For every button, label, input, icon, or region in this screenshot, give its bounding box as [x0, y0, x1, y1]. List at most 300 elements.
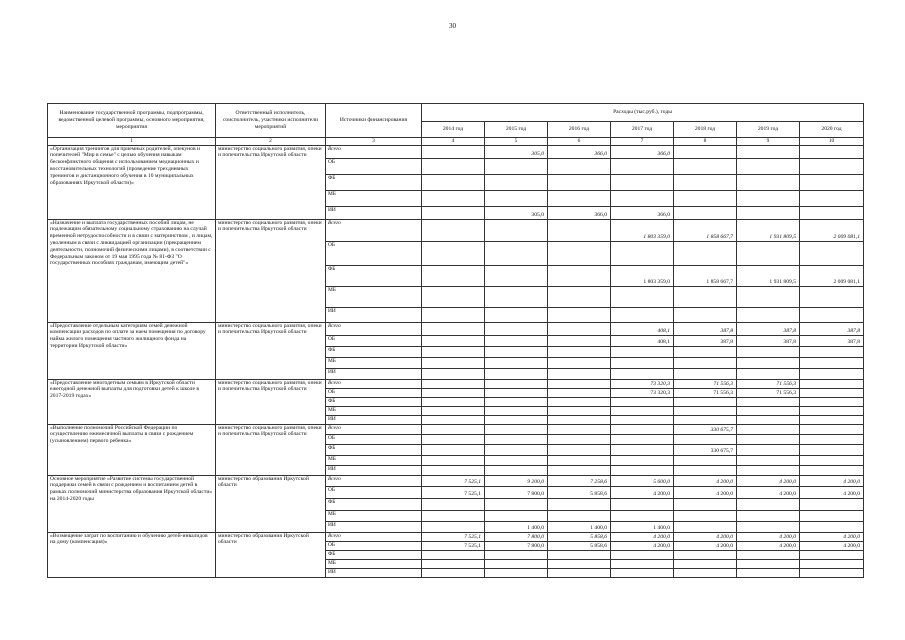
amount-cell: 1 858 667,7 — [674, 219, 737, 241]
amount-cell — [737, 346, 800, 357]
amount-cell — [548, 444, 611, 455]
amount-cell — [737, 444, 800, 455]
amount-cell — [485, 510, 548, 521]
program-name-cell: «Предоставление отдельным категориям семей денежной компенсации расходов по оплате за наем помещения по договору найма жилого помещения частного жилищного фонда на территории Иркутской области» — [48, 322, 216, 379]
amount-cell — [611, 465, 674, 475]
amount-cell: 4 200,0 — [737, 475, 800, 486]
amount-cell — [674, 498, 737, 510]
amount-cell — [548, 559, 611, 568]
amount-cell — [548, 424, 611, 434]
page-number: 30 — [449, 22, 456, 30]
amount-cell: 387,8 — [737, 335, 800, 346]
column-number-row — [48, 138, 864, 146]
amount-cell: 1 400,0 — [548, 521, 611, 532]
amount-cell: 4 200,0 — [674, 532, 737, 541]
col-number: 3 — [326, 138, 422, 146]
executor-cell: министерство социального развития, опеки и попечительства Иркутской области — [216, 219, 326, 322]
amount-cell — [422, 174, 485, 190]
amount-cell — [800, 190, 864, 206]
col-number: 8 — [674, 138, 737, 146]
amount-cell — [422, 415, 485, 424]
amount-cell — [737, 415, 800, 424]
program-name-cell: «Выполнение полномочий Российской Федерации по осуществлению ежемесячной выплаты в связи с рождением (усыновлением) первого ребенка» — [48, 424, 216, 475]
funding-source-cell: МБ — [326, 510, 422, 521]
funding-source-cell: МБ — [326, 559, 422, 568]
funding-source-cell: ОБ — [326, 335, 422, 346]
amount-cell — [422, 265, 485, 286]
amount-cell — [800, 241, 864, 265]
amount-cell: 7 525,1 — [422, 475, 485, 486]
amount-cell — [485, 346, 548, 357]
funding-source-cell: ИИ — [326, 368, 422, 379]
col-number: 2 — [216, 138, 326, 146]
amount-cell — [548, 415, 611, 424]
amount-cell — [674, 357, 737, 368]
amount-cell: 4 200,0 — [800, 532, 864, 541]
program-name-cell: «Предоставление многодетным семьям в Иркутской области ежегодной денежной выплаты для подготовки детей к школе в 2017-2019 годах» — [48, 379, 216, 424]
amount-cell — [800, 444, 864, 455]
funding-source-cell: ИИ — [326, 307, 422, 322]
amount-cell — [422, 190, 485, 206]
amount-cell — [611, 174, 674, 190]
amount-cell: 366,0 — [611, 145, 674, 158]
amount-cell — [422, 206, 485, 219]
amount-cell — [548, 397, 611, 406]
amount-cell — [485, 158, 548, 174]
amount-cell — [422, 465, 485, 475]
funding-source-cell: ИИ — [326, 568, 422, 577]
program-name-cell: «Возмещение затрат по воспитанию и обучению детей-инвалидов на дому (компенсация)» — [48, 532, 216, 577]
amount-cell — [548, 406, 611, 415]
amount-cell — [485, 498, 548, 510]
amount-cell: 1 803 359,0 — [611, 265, 674, 286]
amount-cell — [485, 559, 548, 568]
table-row — [48, 475, 864, 486]
year-2015: 2015 год — [485, 122, 548, 138]
amount-cell — [422, 219, 485, 241]
amount-cell: 4 200,0 — [674, 541, 737, 550]
funding-source-cell: ФБ — [326, 397, 422, 406]
amount-cell: 387,8 — [800, 335, 864, 346]
funding-source-cell: ОБ — [326, 158, 422, 174]
amount-cell: 7 525,1 — [422, 541, 485, 550]
amount-cell: 7 800,0 — [485, 486, 548, 498]
amount-cell: 330 675,7 — [674, 444, 737, 455]
header-executor: Ответственный исполнитель, соисполнитель, участники исполнители мероприятий — [216, 104, 326, 138]
amount-cell — [485, 424, 548, 434]
amount-cell — [800, 406, 864, 415]
amount-cell — [800, 510, 864, 521]
amount-cell — [422, 550, 485, 559]
amount-cell — [548, 434, 611, 444]
amount-cell — [737, 498, 800, 510]
amount-cell — [800, 455, 864, 465]
amount-cell — [737, 190, 800, 206]
amount-cell — [485, 379, 548, 388]
col-number: 10 — [800, 138, 864, 146]
amount-cell — [422, 335, 485, 346]
amount-cell — [548, 379, 611, 388]
amount-cell — [737, 174, 800, 190]
amount-cell: 387,8 — [674, 322, 737, 335]
amount-cell: 4 200,0 — [674, 486, 737, 498]
table-row — [48, 424, 864, 434]
funding-source-cell: МБ — [326, 357, 422, 368]
funding-source-cell: ОБ — [326, 241, 422, 265]
funding-source-cell: МБ — [326, 406, 422, 415]
amount-cell — [422, 455, 485, 465]
funding-source-cell: ФБ — [326, 265, 422, 286]
funding-source-cell: ФБ — [326, 346, 422, 357]
amount-cell — [548, 550, 611, 559]
amount-cell: 71 556,3 — [674, 388, 737, 397]
amount-cell: 71 556,3 — [737, 379, 800, 388]
amount-cell — [548, 190, 611, 206]
amount-cell: 4 200,0 — [737, 541, 800, 550]
executor-cell: министерство социального развития, опеки и попечительства Иркутской области — [216, 145, 326, 219]
funding-source-cell: ФБ — [326, 498, 422, 510]
amount-cell — [422, 346, 485, 357]
amount-cell: 1 803 359,0 — [611, 219, 674, 241]
amount-cell — [485, 307, 548, 322]
amount-cell — [548, 568, 611, 577]
year-2014: 2014 год — [422, 122, 485, 138]
funding-source-cell: ФБ — [326, 444, 422, 455]
amount-cell — [674, 346, 737, 357]
amount-cell — [548, 158, 611, 174]
amount-cell — [611, 368, 674, 379]
amount-cell — [674, 455, 737, 465]
amount-cell — [548, 265, 611, 286]
amount-cell — [611, 415, 674, 424]
amount-cell — [548, 357, 611, 368]
amount-cell — [674, 465, 737, 475]
amount-cell — [611, 241, 674, 265]
funding-source-cell: Всего — [326, 532, 422, 541]
funding-source-cell: Всего — [326, 424, 422, 434]
funding-source-cell: ОБ — [326, 541, 422, 550]
amount-cell — [548, 346, 611, 357]
col-number: 7 — [611, 138, 674, 146]
amount-cell — [674, 190, 737, 206]
amount-cell — [422, 444, 485, 455]
amount-cell — [548, 322, 611, 335]
funding-source-cell: Всего — [326, 219, 422, 241]
amount-cell: 387,8 — [674, 335, 737, 346]
amount-cell — [737, 550, 800, 559]
funding-source-cell: ИИ — [326, 521, 422, 532]
funding-source-cell: ОБ — [326, 388, 422, 397]
year-2017: 2017 год — [611, 122, 674, 138]
amount-cell — [422, 559, 485, 568]
amount-cell — [611, 568, 674, 577]
amount-cell — [737, 286, 800, 307]
amount-cell: 408,1 — [611, 335, 674, 346]
col-number: 6 — [548, 138, 611, 146]
amount-cell — [611, 498, 674, 510]
amount-cell — [611, 424, 674, 434]
funding-source-cell: МБ — [326, 286, 422, 307]
amount-cell — [674, 206, 737, 219]
amount-cell — [737, 145, 800, 158]
amount-cell — [674, 158, 737, 174]
amount-cell — [800, 498, 864, 510]
amount-cell — [548, 465, 611, 475]
amount-cell: 305,0 — [485, 206, 548, 219]
amount-cell — [548, 498, 611, 510]
amount-cell — [422, 388, 485, 397]
amount-cell: 4 200,0 — [800, 486, 864, 498]
amount-cell — [611, 307, 674, 322]
amount-cell — [611, 444, 674, 455]
amount-cell: 5 858,6 — [548, 532, 611, 541]
amount-cell: 4 200,0 — [800, 541, 864, 550]
amount-cell — [485, 434, 548, 444]
amount-cell — [422, 322, 485, 335]
amount-cell: 73 320,3 — [611, 379, 674, 388]
amount-cell — [674, 174, 737, 190]
amount-cell: 71 556,3 — [674, 379, 737, 388]
table-row — [48, 145, 864, 158]
amount-cell — [611, 286, 674, 307]
amount-cell: 73 320,3 — [611, 388, 674, 397]
amount-cell — [674, 368, 737, 379]
amount-cell — [485, 455, 548, 465]
amount-cell: 5 600,0 — [611, 475, 674, 486]
table-row — [48, 379, 864, 388]
year-2019: 2019 год — [737, 122, 800, 138]
amount-cell: 4 200,0 — [737, 486, 800, 498]
amount-cell: 4 200,0 — [611, 486, 674, 498]
amount-cell: 366,0 — [548, 145, 611, 158]
funding-source-cell: ФБ — [326, 174, 422, 190]
executor-cell: министерство социального развития, опеки и попечительства Иркутской области — [216, 322, 326, 379]
amount-cell — [611, 455, 674, 465]
amount-cell — [548, 241, 611, 265]
amount-cell: 330 675,7 — [674, 424, 737, 434]
amount-cell — [737, 241, 800, 265]
amount-cell — [422, 286, 485, 307]
amount-cell: 5 858,6 — [548, 486, 611, 498]
amount-cell — [737, 424, 800, 434]
program-name-cell: «Организация тренингов для приемных родителей, опекунов и попечителей "Мир в семье" с целью обучения навыкам бесконфликтного общения с использованием медиационных и восстановительных технологий (проведение трехдневных тренингов и дистанционного обучения в 10 муниципальных образованиях Иркутской области)» — [48, 145, 216, 219]
amount-cell — [485, 568, 548, 577]
amount-cell — [485, 357, 548, 368]
year-2020: 2020 год — [800, 122, 864, 138]
amount-cell — [485, 415, 548, 424]
amount-cell — [737, 568, 800, 577]
amount-cell — [674, 521, 737, 532]
amount-cell — [611, 510, 674, 521]
amount-cell — [422, 368, 485, 379]
amount-cell — [485, 265, 548, 286]
col-number: 1 — [48, 138, 216, 146]
funding-source-cell: МБ — [326, 190, 422, 206]
amount-cell — [611, 434, 674, 444]
amount-cell — [674, 397, 737, 406]
amount-cell — [611, 406, 674, 415]
amount-cell: 7 800,0 — [485, 541, 548, 550]
amount-cell: 408,1 — [611, 322, 674, 335]
amount-cell — [800, 379, 864, 388]
amount-cell — [674, 559, 737, 568]
amount-cell — [422, 510, 485, 521]
amount-cell: 366,0 — [548, 206, 611, 219]
amount-cell — [548, 286, 611, 307]
amount-cell — [485, 286, 548, 307]
amount-cell — [737, 465, 800, 475]
amount-cell — [485, 322, 548, 335]
amount-cell — [485, 388, 548, 397]
amount-cell — [485, 444, 548, 455]
amount-cell — [800, 559, 864, 568]
funding-source-cell: Всего — [326, 322, 422, 335]
amount-cell — [737, 455, 800, 465]
amount-cell: 4 200,0 — [737, 532, 800, 541]
amount-cell — [800, 568, 864, 577]
amount-cell: 4 200,0 — [611, 541, 674, 550]
funding-source-cell: ФБ — [326, 550, 422, 559]
executor-cell: министерство образования Иркутской области — [216, 475, 326, 532]
amount-cell — [800, 415, 864, 424]
amount-cell — [485, 190, 548, 206]
amount-cell: 4 200,0 — [800, 475, 864, 486]
col-number: 4 — [422, 138, 485, 146]
amount-cell — [422, 498, 485, 510]
amount-cell — [611, 158, 674, 174]
funding-source-cell: ИИ — [326, 415, 422, 424]
amount-cell: 71 556,3 — [737, 388, 800, 397]
amount-cell — [548, 388, 611, 397]
amount-cell — [674, 145, 737, 158]
amount-cell — [800, 158, 864, 174]
amount-cell — [737, 521, 800, 532]
amount-cell — [674, 568, 737, 577]
amount-cell — [485, 465, 548, 475]
amount-cell — [737, 158, 800, 174]
amount-cell — [485, 174, 548, 190]
amount-cell — [548, 510, 611, 521]
funding-source-cell: МБ — [326, 455, 422, 465]
amount-cell: 1 931 809,5 — [737, 265, 800, 286]
amount-cell — [674, 434, 737, 444]
amount-cell — [674, 550, 737, 559]
amount-cell — [800, 434, 864, 444]
amount-cell: 387,8 — [737, 322, 800, 335]
amount-cell — [800, 206, 864, 219]
amount-cell — [611, 190, 674, 206]
amount-cell: 2 009 081,1 — [800, 219, 864, 241]
col-number: 9 — [737, 138, 800, 146]
amount-cell — [422, 145, 485, 158]
table-row — [48, 532, 864, 541]
executor-cell: министерство образования Иркутской области — [216, 532, 326, 577]
amount-cell — [422, 434, 485, 444]
funding-source-cell: ИИ — [326, 206, 422, 219]
executor-cell: министерство социального развития, опеки и попечительства Иркутской области — [216, 424, 326, 475]
amount-cell: 4 200,0 — [611, 532, 674, 541]
amount-cell — [737, 206, 800, 219]
funding-source-cell: ИИ — [326, 465, 422, 475]
amount-cell: 9 200,0 — [485, 475, 548, 486]
amount-cell: 7 258,6 — [548, 475, 611, 486]
amount-cell — [485, 397, 548, 406]
amount-cell — [548, 219, 611, 241]
amount-cell — [548, 174, 611, 190]
amount-cell: 7 525,1 — [422, 486, 485, 498]
amount-cell — [674, 415, 737, 424]
amount-cell — [485, 241, 548, 265]
amount-cell — [422, 406, 485, 415]
amount-cell — [737, 559, 800, 568]
amount-cell — [737, 368, 800, 379]
amount-cell — [611, 550, 674, 559]
amount-cell — [800, 465, 864, 475]
amount-cell — [422, 241, 485, 265]
amount-cell — [800, 521, 864, 532]
amount-cell — [422, 357, 485, 368]
amount-cell — [485, 335, 548, 346]
amount-cell — [485, 406, 548, 415]
amount-cell — [422, 521, 485, 532]
amount-cell — [737, 307, 800, 322]
funding-source-cell: ОБ — [326, 486, 422, 498]
executor-cell: министерство социального развития, опеки и попечительства Иркутской области — [216, 379, 326, 424]
amount-cell — [800, 550, 864, 559]
header-program: Наименование государственной программы, подпрограммы, ведомственной целевой программы, основного мероприятия, мероприятия — [48, 104, 216, 138]
amount-cell — [800, 397, 864, 406]
amount-cell — [548, 335, 611, 346]
amount-cell — [674, 406, 737, 415]
amount-cell — [674, 307, 737, 322]
amount-cell: 7 525,1 — [422, 532, 485, 541]
amount-cell: 1 931 809,5 — [737, 219, 800, 241]
amount-cell — [674, 510, 737, 521]
amount-cell — [800, 357, 864, 368]
amount-cell: 387,8 — [800, 322, 864, 335]
amount-cell — [800, 145, 864, 158]
amount-cell — [800, 307, 864, 322]
amount-cell — [800, 346, 864, 357]
amount-cell — [674, 241, 737, 265]
amount-cell — [737, 406, 800, 415]
amount-cell — [422, 307, 485, 322]
year-2018: 2018 год — [674, 122, 737, 138]
amount-cell — [737, 434, 800, 444]
funding-table — [47, 103, 864, 578]
amount-cell — [485, 368, 548, 379]
amount-cell — [737, 397, 800, 406]
amount-cell — [800, 368, 864, 379]
amount-cell — [674, 286, 737, 307]
amount-cell — [485, 219, 548, 241]
funding-source-cell: ОБ — [326, 434, 422, 444]
amount-cell: 2 009 081,1 — [800, 265, 864, 286]
amount-cell: 366,0 — [611, 206, 674, 219]
amount-cell — [485, 550, 548, 559]
amount-cell — [548, 455, 611, 465]
header-sources: Источники финансирования — [326, 104, 422, 138]
amount-cell — [422, 424, 485, 434]
amount-cell: 7 800,0 — [485, 532, 548, 541]
col-number: 5 — [485, 138, 548, 146]
amount-cell — [800, 424, 864, 434]
program-name-cell: Основное мероприятие «Развитие системы государственной поддержки семей в связи с рождением и воспитанием детей в рамках полномочий министерства образования Иркутской области» на 2014-2020 годы — [48, 475, 216, 532]
year-2016: 2016 год — [548, 122, 611, 138]
amount-cell — [611, 397, 674, 406]
amount-cell — [611, 559, 674, 568]
table-row — [48, 219, 864, 241]
